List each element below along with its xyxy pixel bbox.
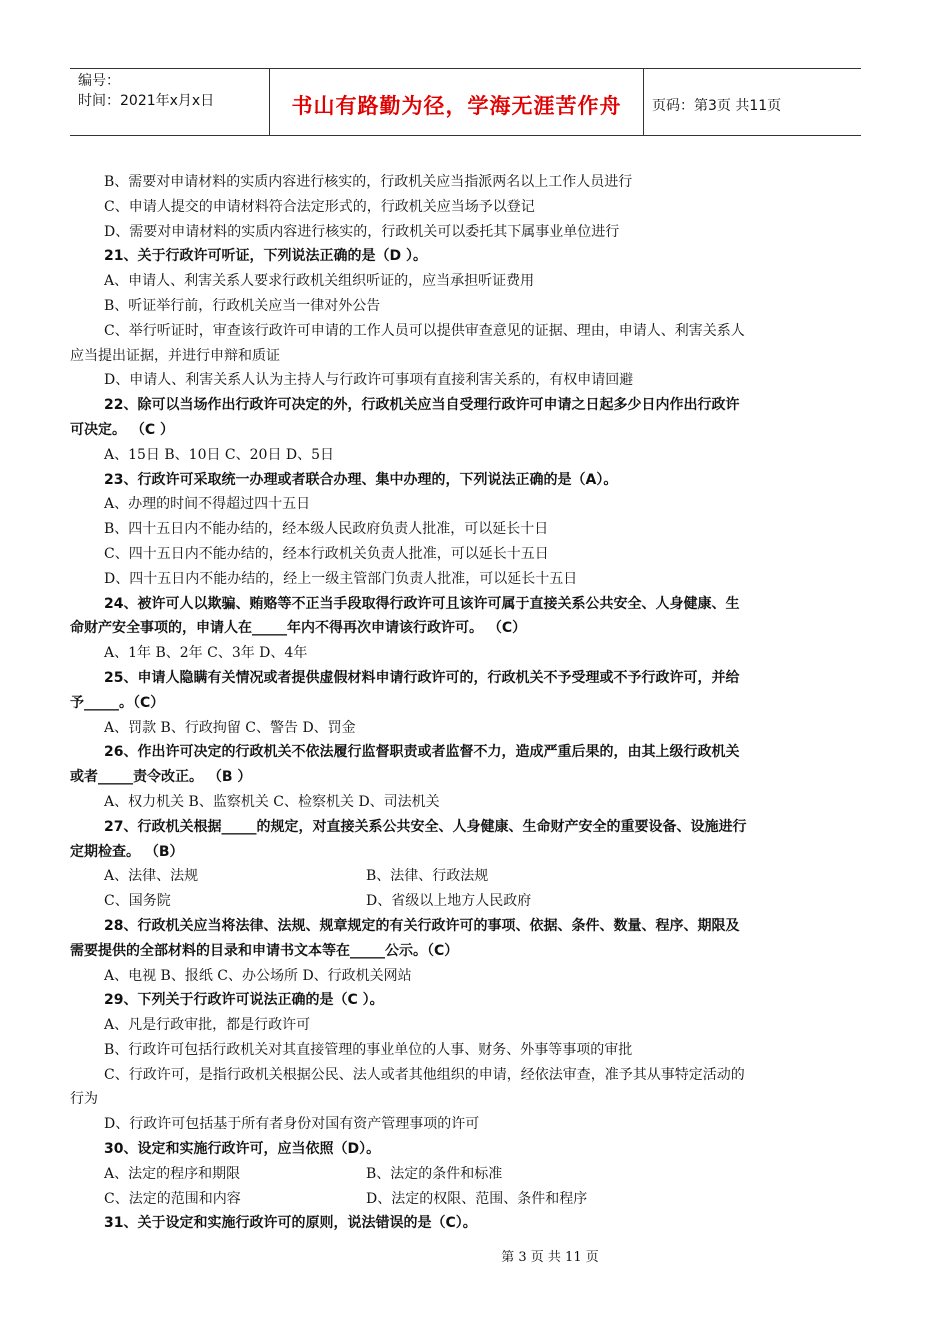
number-label: 编号： [78,73,120,89]
question-27: 27、行政机关根据_____的规定，对直接关系公共安全、人身健康、生命财产安全的重要设备、设施进行 [104,818,747,835]
option-d: D、法定的权限、范围、条件和程序 [366,1190,588,1207]
question-31: 31、关于设定和实施行政许可的原则，说法错误的是（C）。 [104,1215,477,1232]
question-28: 28、行政机关应当将法律、法规、规章规定的有关行政许可的事项、依据、条件、数量、程序、期限及 [104,917,740,934]
question-continuation: 命财产安全事项的，申请人在_____年内不得再次申请该行政许可。 （C） [70,620,527,637]
header-meta [70,69,270,135]
option-line: D、需要对申请材料的实质内容进行核实的，行政机关可以委托其下属事业单位进行 [104,223,620,240]
question-continuation: 予_____。（C） [70,694,165,711]
option-line: A、凡是行政审批，都是行政许可 [104,1017,311,1034]
option-pair [104,864,856,889]
option-line: A、办理的时间不得超过四十五日 [104,496,311,513]
option-a: A、法律、法规 [104,868,199,885]
question-24: 24、被许可人以欺骗、贿赂等不正当手段取得行政许可且该许可属于直接关系公共安全、人身健康、生 [104,595,740,612]
option-line: A、罚款 B、行政拘留 C、警告 D、罚金 [104,719,356,736]
option-line: C、申请人提交的申请材料符合法定形式的，行政机关应当场予以登记 [104,198,535,215]
option-line: B、行政许可包括行政机关对其直接管理的事业单位的人事、财务、外事等事项的审批 [104,1041,633,1058]
question-25: 25、申请人隐瞒有关情况或者提供虚假材料申请行政许可的，行政机关不予受理或不予行政许可，并给 [104,669,740,686]
option-pair [104,1162,856,1187]
option-line: C、举行听证时，审查该行政许可申请的工作人员可以提供审查意见的证据、理由，申请人、利害关系人 [104,322,745,339]
question-continuation: 或者_____责令改正。 （B ） [70,769,252,786]
option-line: B、需要对申请材料的实质内容进行核实的，行政机关应当指派两名以上工作人员进行 [104,174,633,190]
option-line: A、电视 B、报纸 C、办公场所 D、行政机关网站 [104,967,412,984]
option-line: C、四十五日内不能办结的，经本行政机关负责人批准，可以延长十五日 [104,545,549,562]
header-table [70,68,861,136]
question-23: 23、行政许可采取统一办理或者联合办理、集中办理的，下列说法正确的是（A）。 [104,471,618,488]
option-line: A、权力机关 B、监察机关 C、检察机关 D、司法机关 [104,793,440,810]
question-22: 22、除可以当场作出行政许可决定的外，行政机关应当自受理行政许可申请之日起多少日内作出行政许 [104,397,740,414]
option-c: C、法定的范围和内容 [104,1190,241,1207]
option-line: D、申请人、利害关系人认为主持人与行政许可事项有直接利害关系的，有权申请回避 [104,372,634,389]
option-line: B、四十五日内不能办结的，经本级人民政府负责人批准，可以延长十日 [104,521,549,538]
option-pair [104,1187,856,1212]
option-line: C、行政许可，是指行政机关根据公民、法人或者其他组织的申请，经依法审查，准予其从事特定活动的 [104,1066,745,1083]
page-footer: 第 3 页 共 11 页 [501,1250,599,1265]
option-line: D、行政许可包括基于所有者身份对国有资产管理事项的许可 [104,1116,480,1133]
option-b: B、法律、行政法规 [366,868,489,885]
document-body [70,170,856,1236]
option-pair [104,889,856,914]
header-motto: 书山有路勤为径，学海无涯苦作舟 [270,69,644,135]
page-label: 页码：第3页 共11页 [652,98,782,114]
option-line: D、四十五日内不能办结的，经上一级主管部门负责人批准，可以延长十五日 [104,570,578,587]
question-continuation: 可决定。 （C ） [70,421,175,438]
option-line: B、听证举行前，行政机关应当一律对外公告 [104,297,381,314]
option-b: B、法定的条件和标准 [366,1165,503,1182]
question-continuation: 需要提供的全部材料的目录和申请书文本等在_____公示。（C） [70,942,459,959]
option-line: A、15日 B、10日 C、20日 D、5日 [104,446,335,463]
question-26: 26、作出许可决定的行政机关不依法履行监督职责或者监督不力，造成严重后果的，由其上级行政机关 [104,744,740,761]
option-continuation: 应当提出证据，并进行申辩和质证 [70,347,280,364]
question-continuation: 定期检查。 （B） [70,843,184,860]
option-line: A、1年 B、2年 C、3年 D、4年 [104,645,308,662]
question-21: 21、关于行政许可听证，下列说法正确的是（D ）。 [104,248,427,265]
option-c: C、国务院 [104,893,171,910]
time-label: 时间：2021年x月x日 [78,93,215,109]
option-a: A、法定的程序和期限 [104,1165,241,1182]
option-continuation: 行为 [70,1091,98,1108]
option-line: A、申请人、利害关系人要求行政机关组织听证的，应当承担听证费用 [104,273,535,290]
option-d: D、省级以上地方人民政府 [366,893,532,910]
question-29: 29、下列关于行政许可说法正确的是（C ）。 [104,992,384,1009]
question-30: 30、设定和实施行政许可，应当依照（D）。 [104,1141,381,1158]
